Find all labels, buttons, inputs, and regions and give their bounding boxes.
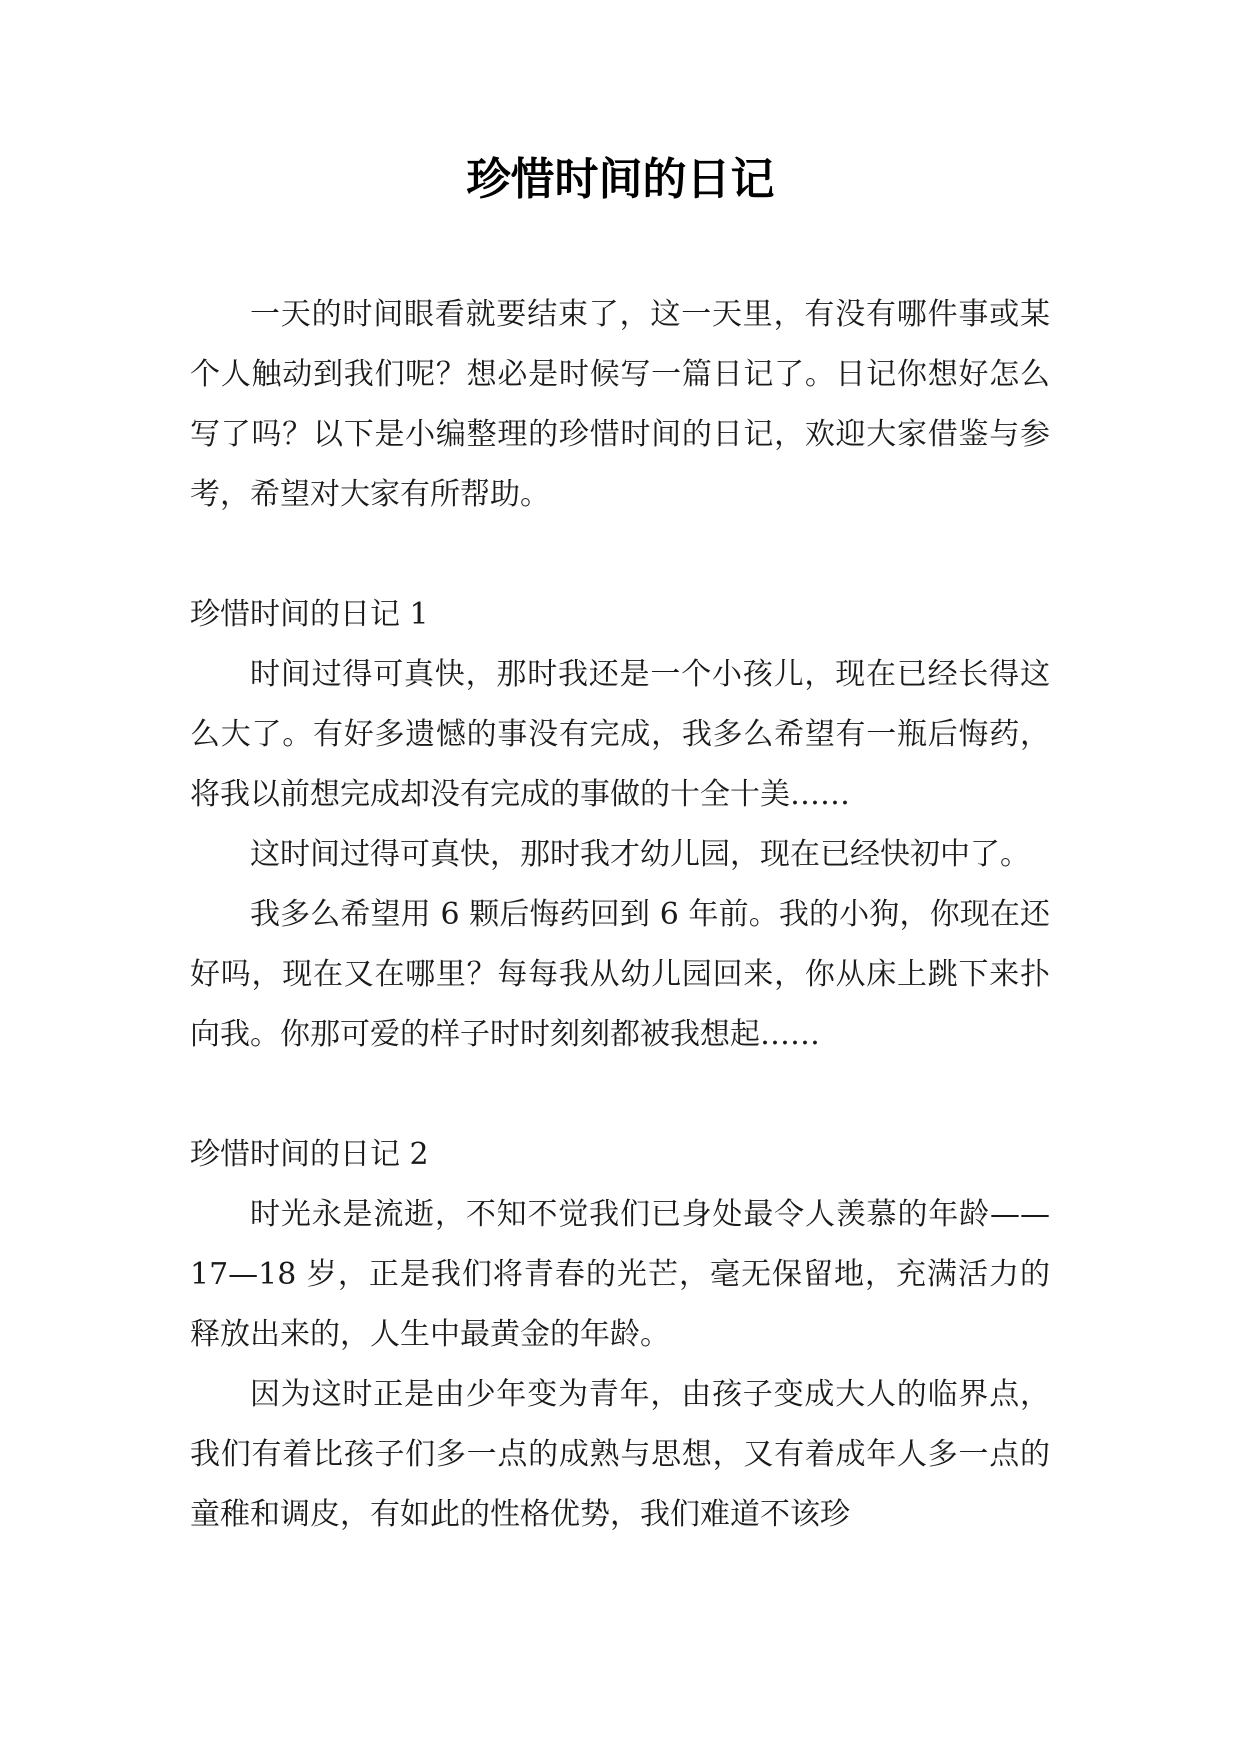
section-paragraph: 时间过得可真快，那时我还是一个小孩儿，现在已经长得这么大了。有好多遗憾的事没有完成，我多么希望有一瓶后悔药，将我以前想完成却没有完成的事做的十全十美…… bbox=[190, 657, 1050, 812]
section-paragraph: 我多么希望用 6 颗后悔药回到 6 年前。我的小狗，你现在还好吗，现在又在哪里？每每我从幼儿园回来，你从床上跳下来扑向我。你那可爱的样子时时刻刻都被我想起…… bbox=[190, 897, 1050, 1052]
diary-section-1 bbox=[190, 585, 1050, 1065]
section-spacer bbox=[190, 1065, 1050, 1125]
document-body bbox=[190, 285, 1050, 1545]
section-spacer bbox=[190, 525, 1050, 585]
section-paragraph: 时光永是流逝，不知不觉我们已身处最令人羡慕的年龄——17—18 岁，正是我们将青春的光芒，毫无保留地，充满活力的释放出来的，人生中最黄金的年龄。 bbox=[190, 1197, 1050, 1352]
document-title: 珍惜时间的日记 bbox=[466, 154, 775, 205]
diary-section-2 bbox=[190, 1125, 1050, 1545]
section-paragraph: 这时间过得可真快，那时我才幼儿园，现在已经快初中了。 bbox=[250, 837, 1030, 872]
intro-paragraph: 一天的时间眼看就要结束了，这一天里，有没有哪件事或某个人触动到我们呢？想必是时候写一篇日记了。日记你想好怎么写了吗？以下是小编整理的珍惜时间的日记，欢迎大家借鉴与参考，希望对大家有所帮助。 bbox=[190, 297, 1050, 512]
section-heading: 珍惜时间的日记 1 bbox=[190, 597, 429, 632]
section-paragraph: 因为这时正是由少年变为青年，由孩子变成大人的临界点，我们有着比孩子们多一点的成熟与思想，又有着成年人多一点的童稚和调皮，有如此的性格优势，我们难道不该珍 bbox=[190, 1377, 1050, 1532]
section-heading: 珍惜时间的日记 2 bbox=[190, 1137, 429, 1172]
